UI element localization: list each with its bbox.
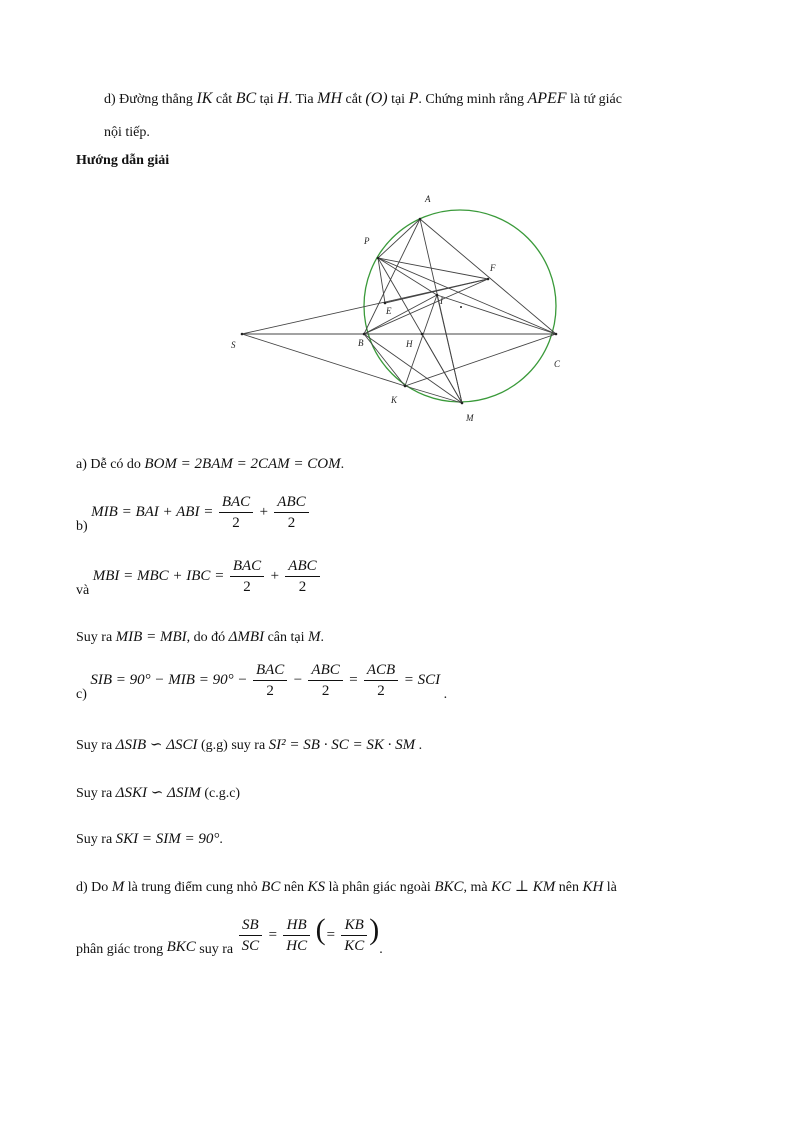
- denominator: 2: [266, 683, 274, 700]
- math-expr: = SCI: [403, 672, 441, 688]
- denominator: 2: [298, 579, 307, 596]
- text: là phân giác ngoài: [328, 880, 431, 895]
- math-expr: SI² = SB · SC = SK · SM: [268, 737, 416, 753]
- solution-c1: [76, 660, 447, 715]
- figure-lines: [242, 219, 556, 403]
- text: Suy ra: [76, 832, 113, 847]
- text: là trung điểm cung nhỏ: [127, 880, 258, 895]
- denominator: 2: [232, 515, 240, 532]
- label-e: E: [386, 306, 392, 316]
- denominator: 2: [287, 515, 296, 532]
- solution-heading: Hướng dẫn giải: [76, 153, 170, 168]
- text: Suy ra: [76, 786, 113, 801]
- paren-open: (: [315, 913, 326, 946]
- question-d-line2: [104, 124, 150, 142]
- text: . Tia: [288, 92, 314, 107]
- label-k: K: [391, 395, 398, 405]
- text: suy ra: [199, 942, 234, 957]
- fraction: [253, 660, 287, 701]
- math-o: (O): [365, 90, 388, 107]
- solution-c3: [76, 784, 240, 803]
- text: b): [76, 519, 88, 534]
- denominator: KC: [344, 938, 365, 955]
- text: là tứ giác: [570, 92, 622, 107]
- text: .: [340, 457, 345, 472]
- math-expr: BKC: [166, 939, 196, 955]
- label-s: S: [231, 340, 236, 350]
- text: , mà: [463, 880, 488, 895]
- numerator: ACB: [364, 660, 398, 681]
- math-expr: MIB = MBI: [115, 629, 187, 645]
- fraction: [239, 915, 263, 956]
- label-a: A: [425, 194, 431, 204]
- text: cắt: [345, 92, 362, 107]
- fraction: [230, 556, 264, 597]
- geometry-figure: [220, 190, 580, 430]
- math-expr: M: [308, 629, 321, 645]
- text: Suy ra: [76, 630, 113, 645]
- numerator: HB: [283, 915, 310, 936]
- text: là: [606, 880, 617, 895]
- text: d) Do: [76, 880, 109, 895]
- math-ik: IK: [196, 90, 213, 107]
- math-expr: KC ⊥ KM: [491, 879, 556, 895]
- text: . Chứng minh rằng: [418, 92, 524, 107]
- text: tại: [391, 92, 406, 107]
- math-expr: BOM = 2BAM = 2CAM = COM: [144, 456, 341, 472]
- math-expr: SIB = 90° − MIB = 90° −: [90, 672, 248, 688]
- solution-d1: [76, 878, 617, 897]
- label-b: B: [358, 338, 364, 348]
- math-expr: ΔSIB ∽ ΔSCI: [115, 737, 198, 753]
- math-expr: BC: [261, 879, 281, 895]
- text: .: [219, 832, 223, 847]
- fraction: [283, 915, 310, 956]
- solution-b3: [76, 628, 324, 647]
- text: nên: [558, 880, 579, 895]
- text: d) Đường thẳng: [104, 92, 193, 107]
- text: .: [443, 687, 448, 702]
- solution-a: [76, 455, 344, 474]
- math-h: H: [277, 90, 289, 107]
- solution-c2: [76, 736, 422, 755]
- paren-close: ): [369, 913, 380, 946]
- text: tại: [259, 92, 274, 107]
- text: c): [76, 687, 87, 702]
- math-expr: M: [111, 879, 125, 895]
- numerator: KB: [341, 915, 367, 936]
- denominator: 2: [321, 683, 330, 700]
- text: .: [379, 942, 383, 957]
- math-mh: MH: [317, 90, 343, 107]
- text: Suy ra: [76, 738, 113, 753]
- solution-b1: [76, 492, 311, 547]
- math-expr: KH: [582, 879, 604, 895]
- math-apef: APEF: [527, 90, 567, 107]
- circle-o: [364, 210, 556, 402]
- fraction: [219, 492, 253, 533]
- operator: =: [267, 927, 278, 943]
- numerator: BAC: [230, 556, 264, 577]
- fraction: [285, 556, 319, 597]
- numerator: ABC: [308, 660, 342, 681]
- operator: +: [258, 504, 269, 520]
- label-c: C: [554, 359, 561, 369]
- label-i: I: [440, 296, 443, 306]
- text: .: [320, 630, 324, 645]
- fraction: [274, 492, 308, 533]
- numerator: ABC: [285, 556, 319, 577]
- math-expr: SKI = SIM = 90°: [115, 831, 220, 847]
- label-f: F: [490, 263, 496, 273]
- text: nội tiếp.: [104, 125, 150, 140]
- fraction: [341, 915, 367, 956]
- figure-points: [241, 218, 558, 405]
- math-p: P: [408, 90, 419, 107]
- question-d-line1: [104, 90, 622, 109]
- solution-d2: [76, 910, 383, 970]
- label-p: P: [364, 236, 370, 246]
- operator: =: [325, 927, 336, 943]
- operator: =: [348, 672, 359, 688]
- text: nên: [283, 880, 305, 895]
- text: và: [76, 583, 90, 598]
- label-m: M: [466, 413, 474, 423]
- text: (g.g) suy ra: [201, 738, 266, 753]
- operator: +: [269, 568, 280, 584]
- denominator: SC: [241, 938, 260, 955]
- solution-c4: [76, 830, 223, 849]
- math-expr: ΔSKI ∽ ΔSIM: [115, 785, 201, 801]
- text: cân tại: [267, 630, 305, 645]
- math-expr: MIB = BAI + ABI =: [91, 504, 214, 520]
- text: .: [418, 738, 423, 753]
- text: cắt: [215, 92, 233, 107]
- numerator: BAC: [219, 492, 253, 513]
- math-bc: BC: [235, 90, 257, 107]
- denominator: 2: [377, 683, 385, 700]
- denominator: 2: [243, 579, 251, 596]
- math-expr: ΔMBI: [228, 629, 265, 645]
- text: phân giác trong: [76, 942, 164, 957]
- text: a) Dễ có do: [76, 457, 141, 472]
- numerator: BAC: [253, 660, 287, 681]
- math-expr: KS: [307, 879, 326, 895]
- text: , do đó: [186, 630, 226, 645]
- math-expr: MBI = MBC + IBC =: [92, 568, 225, 584]
- numerator: ABC: [274, 492, 308, 513]
- operator: −: [292, 672, 303, 688]
- solution-b2: [76, 556, 322, 611]
- text: (c.g.c): [204, 786, 241, 801]
- numerator: SB: [239, 915, 263, 936]
- fraction: [308, 660, 342, 701]
- label-h: H: [406, 339, 413, 349]
- math-expr: BKC: [434, 879, 464, 895]
- denominator: HC: [286, 938, 308, 955]
- fraction: [364, 660, 398, 701]
